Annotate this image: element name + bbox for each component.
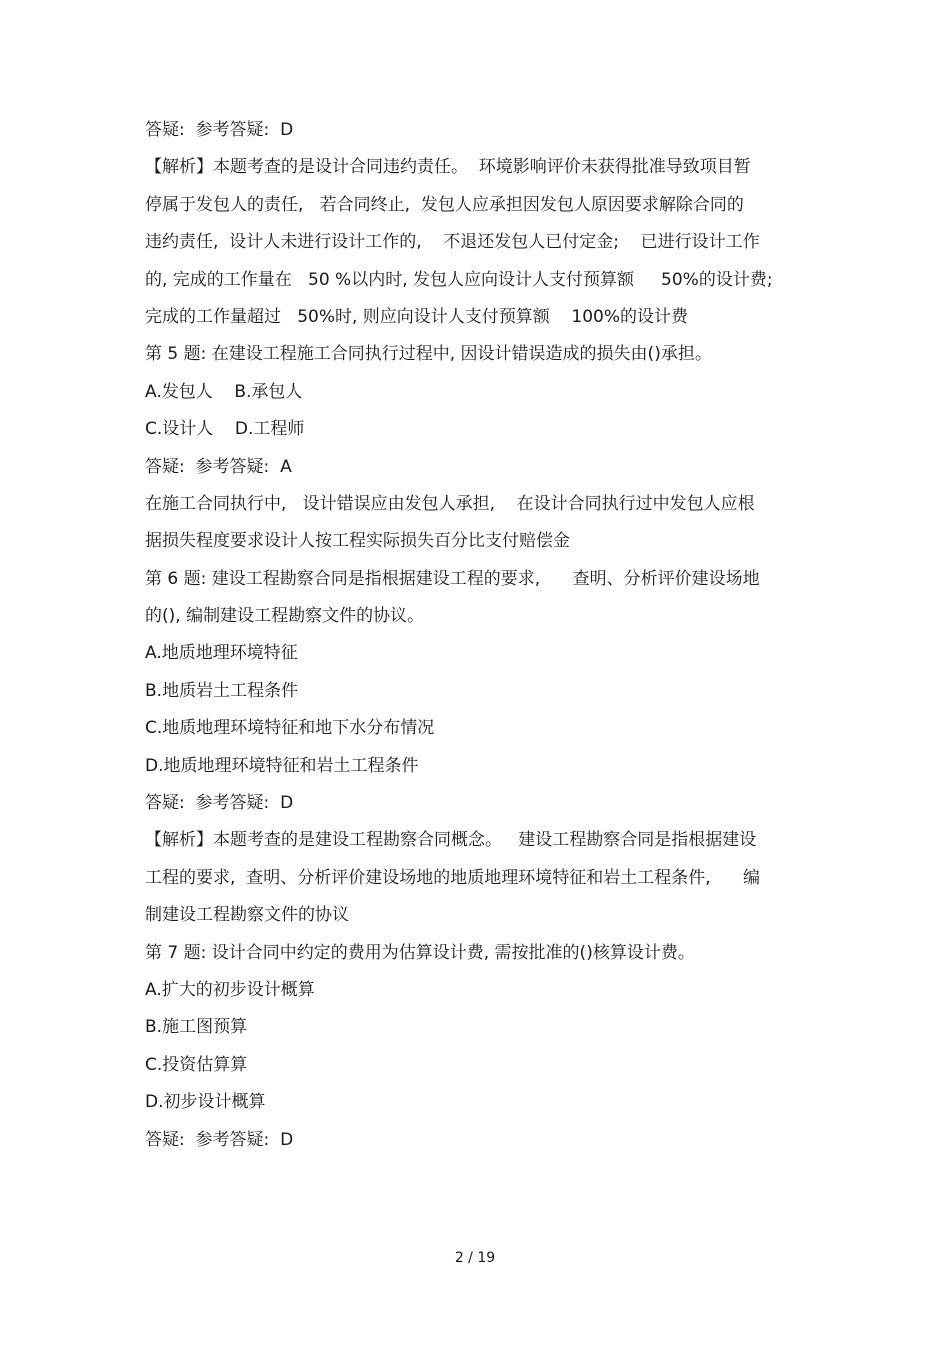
text-line: 【解析】本题考查的是建设工程勘察合同概念。 建设工程勘察合同是指根据建设 <box>145 830 757 851</box>
text-line: 第 7 题: 设计合同中约定的费用为估算设计费, 需按批准的()核算设计费。 <box>145 942 695 963</box>
text-line: 第 6 题: 建设工程勘察合同是指根据建设工程的要求, 查明、分析评价建设场地 <box>145 568 760 589</box>
text-line: C.投资估算算 <box>145 1054 248 1075</box>
text-line: 完成的工作量超过 50%时, 则应向设计人支付预算额 100%的设计费 <box>145 306 689 327</box>
text-line: D.初步设计概算 <box>145 1092 266 1113</box>
text-line: 制建设工程勘察文件的协议 <box>145 905 349 926</box>
page-body <box>145 112 810 1159</box>
text-line: 在施工合同执行中, 设计错误应由发包人承担, 在设计合同执行过中发包人应根 <box>145 493 755 514</box>
text-line: C.设计人 D.工程师 <box>145 419 305 440</box>
text-line: 答疑: 参考答疑: A <box>145 456 292 477</box>
text-line: 的(), 编制建设工程勘察文件的协议。 <box>145 606 425 627</box>
text-line: 第 5 题: 在建设工程施工合同执行过程中, 因设计错误造成的损失由()承担。 <box>145 344 712 365</box>
text-line: A.地质地理环境特征 <box>145 643 298 664</box>
text-line: 答疑: 参考答疑: D <box>145 1129 294 1150</box>
text-line: 答疑: 参考答疑: D <box>145 120 294 140</box>
text-line: B.施工图预算 <box>145 1017 248 1038</box>
text-line: B.地质岩土工程条件 <box>145 680 299 701</box>
text-line: A.扩大的初步设计概算 <box>145 979 315 1000</box>
text-line: 【解析】本题考查的是设计合同违约责任。 环境影响评价未获得批准导致项目暂 <box>145 157 751 178</box>
text-line: 停属于发包人的责任, 若合同终止, 发包人应承担因发包人原因要求解除合同的 <box>145 194 744 215</box>
text-line: D.地质地理环境特征和岩土工程条件 <box>145 755 419 776</box>
text-line: 的, 完成的工作量在 50 %以内时, 发包人应向设计人支付预算额 50%的设计费; <box>145 269 773 290</box>
text-line: C.地质地理环境特征和地下水分布情况 <box>145 718 435 739</box>
page-number: 2 / 19 <box>454 1250 496 1266</box>
text-line: 答疑: 参考答疑: D <box>145 793 294 814</box>
text-line: A.发包人 B.承包人 <box>145 381 303 402</box>
text-line: 据损失程度要求设计人按工程实际损失百分比支付赔偿金 <box>145 531 570 552</box>
text-line: 工程的要求, 查明、分析评价建设场地的地质地理环境特征和岩土工程条件, 编 <box>145 867 761 888</box>
text-line: 违约责任, 设计人未进行设计工作的, 不退还发包人已付定金; 已进行设计工作 <box>145 232 760 253</box>
